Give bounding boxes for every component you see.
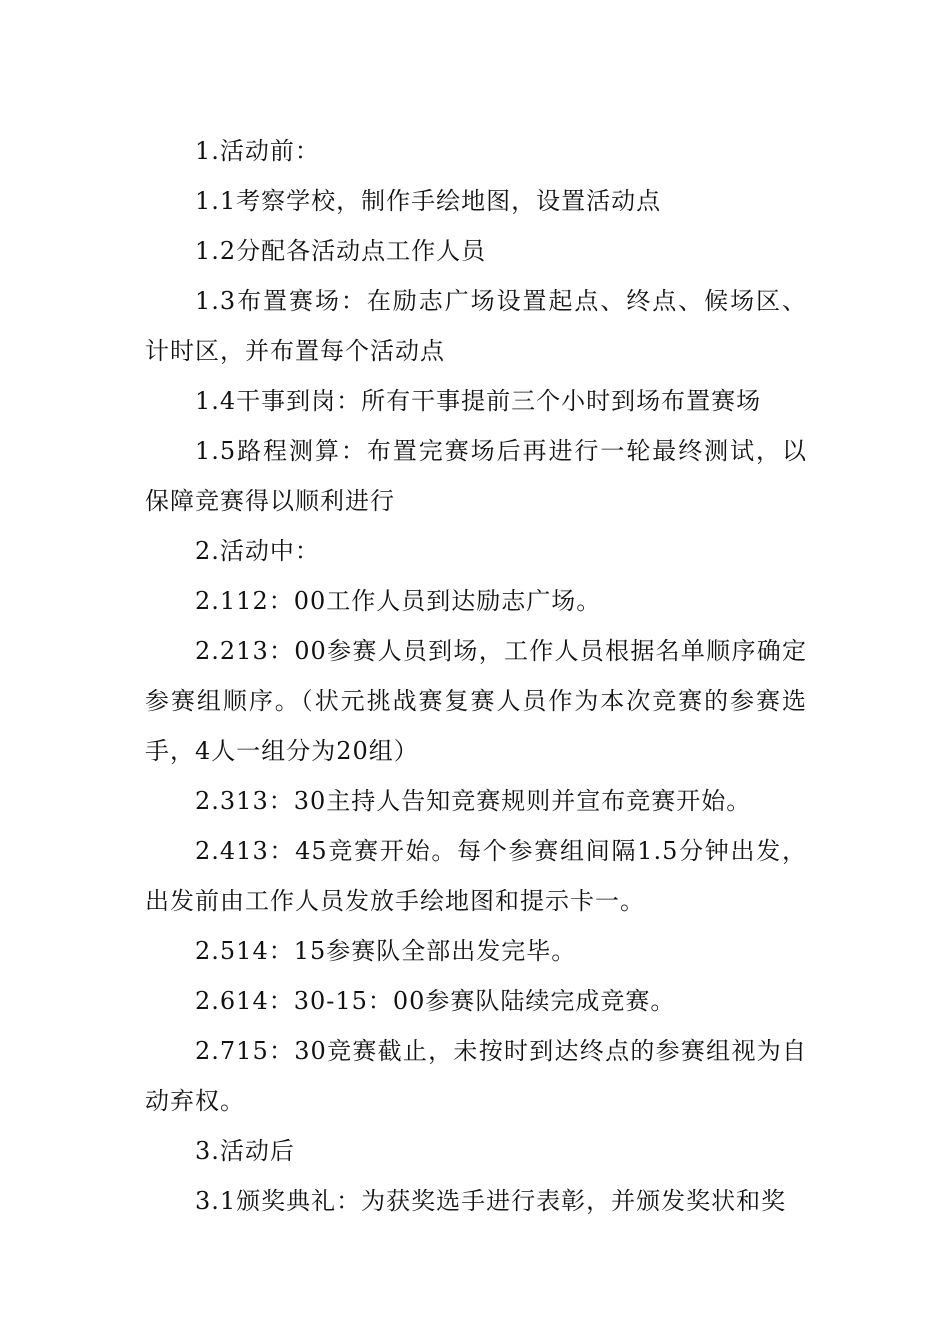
paragraph-2-2: 2.213：00参赛人员到场，工作人员根据名单顺序确定参赛组顺序。（状元挑战赛复赛人员作为本次竞赛的参赛选手，4人一组分为20组） — [145, 637, 807, 765]
paragraph-2-6: 2.614：30-15：00参赛队陆续完成竞赛。 — [195, 987, 676, 1015]
paragraph-1-3: 1.3布置赛场：在励志广场设置起点、终点、候场区、计时区，并布置每个活动点 — [145, 287, 807, 365]
paragraph-2-3: 2.313：30主持人告知竞赛规则并宣布竞赛开始。 — [195, 787, 752, 815]
paragraph-3-1: 3.1颁奖典礼：为获奖选手进行表彰，并颁发奖状和奖 — [195, 1187, 787, 1215]
paragraph-2-1: 2.112：00工作人员到达励志广场。 — [195, 587, 602, 615]
paragraph-section-1-heading: 1.活动前： — [195, 137, 320, 165]
paragraph-2-5: 2.514：15参赛队全部出发完毕。 — [195, 937, 577, 965]
paragraph-2-7: 2.715：30竞赛截止，未按时到达终点的参赛组视为自动弃权。 — [145, 1037, 807, 1115]
paragraph-1-5: 1.5路程测算：布置完赛场后再进行一轮最终测试，以保障竞赛得以顺利进行 — [145, 437, 807, 515]
document-body — [145, 126, 807, 1226]
paragraph-1-2: 1.2分配各活动点工作人员 — [195, 237, 487, 265]
paragraph-section-2-heading: 2.活动中： — [195, 537, 320, 565]
paragraph-1-1: 1.1考察学校，制作手绘地图，设置活动点 — [195, 187, 662, 215]
paragraph-2-4: 2.413：45竞赛开始。每个参赛组间隔1.5分钟出发，出发前由工作人员发放手绘地图和提示卡一。 — [145, 837, 807, 915]
paragraph-1-4: 1.4干事到岗：所有干事提前三个小时到场布置赛场 — [195, 387, 762, 415]
paragraph-section-3-heading: 3.活动后 — [195, 1137, 295, 1165]
